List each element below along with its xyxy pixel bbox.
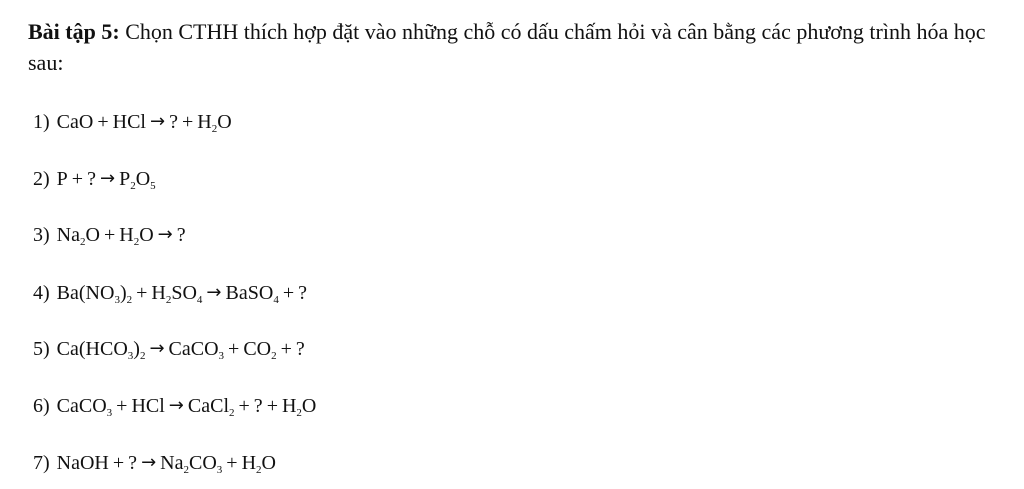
chemical-formula (87, 168, 96, 190)
formula-text: CaCl (187, 395, 230, 417)
plus-sign: + (228, 338, 240, 360)
formula-subscript: 2 (229, 407, 235, 419)
formula-subscript: 4 (273, 294, 279, 306)
formula-text: ) (133, 338, 140, 360)
formula-text: Na (56, 224, 80, 246)
plus-sign: + (266, 395, 278, 417)
formula-subscript: 2 (139, 350, 146, 362)
equation-7 (33, 451, 276, 476)
formula-text: P (119, 168, 131, 190)
plus-sign: + (282, 282, 295, 304)
formula-subscript: 3 (216, 464, 223, 476)
chemical-formula (296, 338, 305, 360)
equation-4 (33, 281, 307, 306)
formula-text: ? (169, 111, 178, 133)
formula-text: H (241, 452, 257, 474)
equation-number: 2) (33, 168, 50, 190)
formula-text: Ca (56, 111, 79, 133)
reaction-arrow-icon: → (149, 338, 165, 359)
chemical-formula (128, 452, 137, 474)
chemical-formula (57, 395, 113, 417)
plus-sign: + (238, 395, 250, 417)
plus-sign: + (181, 111, 194, 133)
formula-subscript: 2 (256, 464, 262, 476)
formula-text: Na (160, 452, 184, 474)
chemical-formula (160, 452, 222, 474)
chemical-formula (151, 282, 202, 304)
formula-text: ? (128, 452, 138, 474)
chemical-formula (282, 395, 316, 417)
reaction-arrow-icon: → (141, 452, 157, 473)
formula-subscript: 2 (183, 464, 189, 476)
chemical-formula (197, 111, 231, 133)
formula-text: CaCO (168, 338, 219, 360)
formula-text: CaCO (56, 395, 107, 417)
formula-subscript: 2 (126, 294, 133, 306)
chemical-formula (242, 452, 276, 474)
equation-3 (33, 223, 186, 248)
formula-subscript: 3 (106, 407, 113, 419)
chemical-formula (57, 224, 100, 246)
plus-sign: + (71, 168, 84, 190)
formula-text: O (261, 452, 276, 474)
formula-text: Ca(HCO (56, 338, 128, 360)
plus-sign: + (136, 282, 148, 304)
formula-text: Ba(NO (56, 282, 115, 304)
chemical-formula (57, 282, 132, 304)
chemical-formula (188, 395, 235, 417)
formula-subscript: 2 (130, 180, 136, 192)
formula-text: O (78, 111, 94, 133)
chemical-formula (243, 338, 276, 360)
formula-text: ? (87, 168, 96, 190)
equation-number: 7) (33, 452, 50, 474)
formula-text: HCl (131, 395, 165, 417)
formula-text: CO (188, 452, 217, 474)
reaction-arrow-icon: → (99, 168, 116, 189)
plus-sign: + (116, 395, 128, 417)
formula-subscript: 3 (127, 350, 134, 362)
formula-subscript: 2 (165, 294, 172, 306)
exercise-heading (28, 16, 988, 78)
formula-subscript: 2 (133, 236, 140, 248)
chemical-formula (57, 338, 146, 360)
formula-text: BaSO (225, 282, 274, 304)
chemical-formula (254, 395, 263, 417)
chemical-formula (119, 168, 156, 190)
exercise-label: Bài tập 5: (28, 19, 120, 44)
formula-subscript: 3 (218, 350, 225, 362)
plus-sign: + (226, 452, 238, 474)
formula-text: ? (253, 395, 263, 417)
plus-sign: + (97, 111, 109, 133)
formula-subscript: 4 (196, 294, 203, 306)
formula-text: ? (295, 338, 305, 360)
equation-number: 6) (33, 395, 50, 417)
reaction-arrow-icon: → (149, 111, 166, 132)
formula-subscript: 5 (150, 180, 156, 192)
chemical-formula (169, 111, 178, 133)
chemical-formula (177, 224, 186, 246)
formula-subscript: 2 (296, 407, 302, 419)
formula-text: NaOH (56, 452, 109, 474)
equation-number: 1) (33, 111, 50, 133)
formula-text: O (217, 111, 232, 133)
formula-text: O (301, 395, 317, 417)
chemical-formula (226, 282, 279, 304)
formula-subscript: 3 (114, 294, 120, 306)
exercise-instructions: Chọn CTHH thích hợp đặt vào những chỗ có dấu chấm hỏi và cân bằng các phương trình hóa học sau: (28, 19, 986, 75)
equation-number: 3) (33, 224, 50, 246)
reaction-arrow-icon: → (157, 224, 173, 245)
formula-text: SO (171, 282, 197, 304)
formula-text: H (197, 111, 212, 133)
equation-1 (33, 110, 232, 135)
formula-text: HCl (112, 111, 146, 133)
formula-subscript: 2 (80, 236, 86, 248)
formula-text: ? (298, 282, 307, 304)
formula-text: ) (119, 282, 127, 304)
plus-sign: + (112, 452, 125, 474)
formula-subscript: 2 (211, 123, 218, 135)
equation-number: 4) (33, 282, 50, 304)
plus-sign: + (280, 338, 292, 360)
plus-sign: + (103, 224, 116, 246)
equation-number: 5) (33, 338, 50, 360)
chemical-formula (113, 111, 146, 133)
formula-text: O (85, 224, 100, 246)
formula-text: O (135, 168, 151, 190)
formula-text: P (56, 168, 68, 190)
formula-text: H (119, 224, 134, 246)
equation-6 (33, 394, 316, 419)
equation-2 (33, 167, 156, 192)
reaction-arrow-icon: → (168, 395, 184, 416)
formula-text: ? (176, 224, 186, 246)
formula-text: H (151, 282, 166, 304)
reaction-arrow-icon: → (206, 282, 222, 303)
formula-text: H (281, 395, 297, 417)
formula-text: O (139, 224, 154, 246)
chemical-formula (57, 452, 109, 474)
chemical-formula (119, 224, 153, 246)
chemical-formula (57, 168, 68, 190)
equation-5 (33, 337, 305, 362)
chemical-formula (131, 395, 164, 417)
chemical-formula (57, 111, 94, 133)
formula-subscript: 2 (271, 350, 277, 362)
formula-text: CO (243, 338, 272, 360)
chemical-formula (298, 282, 307, 304)
chemical-formula (169, 338, 225, 360)
